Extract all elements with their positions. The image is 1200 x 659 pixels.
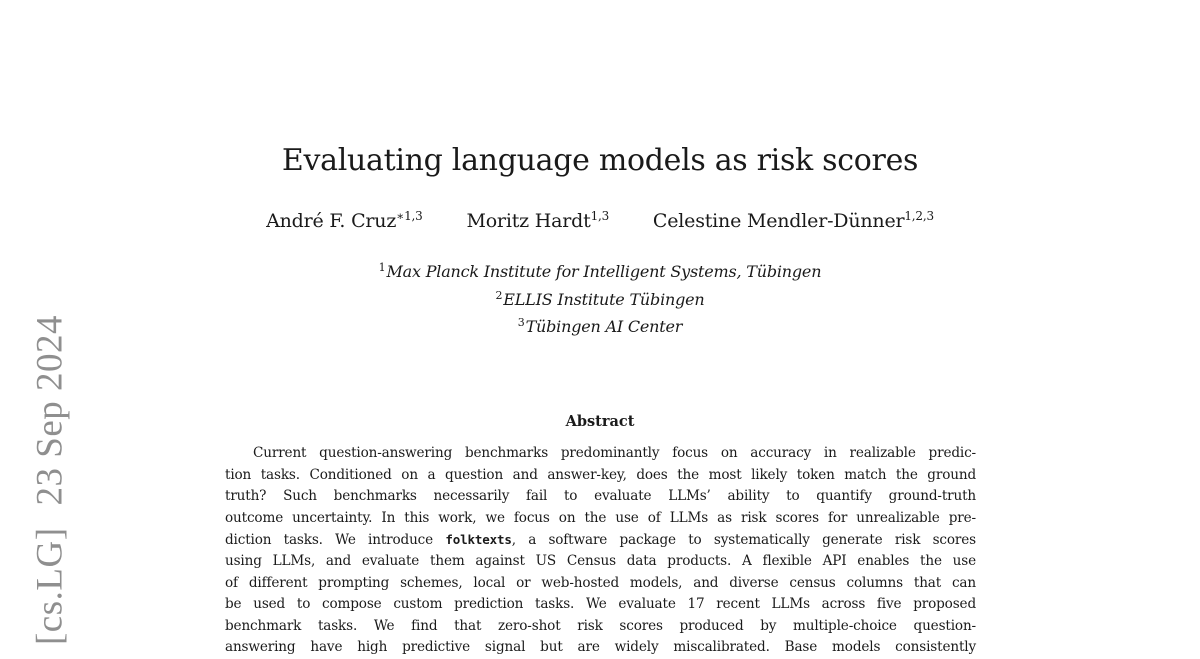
author-affiliation-marks: 1,3	[590, 209, 610, 223]
affiliation-mark: 1	[378, 261, 386, 274]
arxiv-category: [cs.LG]	[29, 527, 71, 646]
author-name: André F. Cruz	[266, 210, 397, 232]
abstract-line: outcome uncertainty. In this work, we focus on the use of LLMs as risk scores for unrealizable pre-	[225, 509, 976, 526]
paper-title: Evaluating language models as risk scores	[281, 143, 919, 178]
abstract-text: diction tasks. We introduce	[225, 532, 446, 549]
affiliation	[0, 284, 1200, 312]
abstract-heading: Abstract	[565, 413, 635, 430]
software-package-name: folktexts	[445, 532, 512, 548]
author	[653, 209, 934, 232]
affiliation-mark: 3	[517, 316, 525, 329]
abstract-line: Current question-answering benchmarks predominantly focus on accuracy in realizable predic-	[253, 445, 976, 461]
abstract-line: tion tasks. Conditioned on a question and answer-key, does the most likely token match the ground	[225, 466, 976, 483]
affiliation-text: Tübingen AI Center	[525, 317, 683, 336]
abstract-line: of different prompting schemes, local or web-hosted models, and diverse census columns that can	[225, 574, 976, 591]
abstract-line: be used to compose custom prediction tasks. We evaluate 17 recent LLMs across five proposed	[225, 596, 976, 613]
author-affiliation-marks: 1,2,3	[904, 209, 934, 223]
affiliation	[0, 256, 1200, 284]
author-affiliation-marks: ∗1,3	[396, 209, 423, 223]
author-name: Moritz Hardt	[466, 210, 591, 232]
affiliation-text: ELLIS Institute Tübingen	[503, 289, 705, 309]
author-name: Celestine Mendler-Dünner	[652, 210, 905, 232]
arxiv-date: 23 Sep 2024	[29, 314, 71, 506]
abstract-text: , a software package to systematically generate risk scores	[511, 532, 976, 549]
abstract-line: answering have high predictive signal but are widely miscalibrated. Base models consistently	[225, 639, 976, 656]
abstract-line: benchmark tasks. We find that zero-shot risk scores produced by multiple-choice question-	[225, 617, 976, 634]
affiliation	[0, 311, 1200, 339]
abstract-line	[225, 529, 976, 551]
affiliation-text: Max Planck Institute for Intelligent Systems, Tübingen	[386, 262, 822, 281]
abstract-body	[225, 443, 976, 659]
affiliation-mark: 2	[495, 288, 503, 302]
abstract-line: truth? Such benchmarks necessarily fail to evaluate LLMs’ ability to quantify ground-truth	[225, 488, 976, 505]
author-list	[0, 209, 1200, 232]
author	[266, 209, 423, 232]
abstract-line: using LLMs, and evaluate them against US Census data products. A flexible API enables the use	[225, 552, 976, 569]
author	[466, 209, 609, 232]
arxiv-identifier-stamp	[29, 315, 72, 645]
affiliation-list	[0, 256, 1200, 339]
